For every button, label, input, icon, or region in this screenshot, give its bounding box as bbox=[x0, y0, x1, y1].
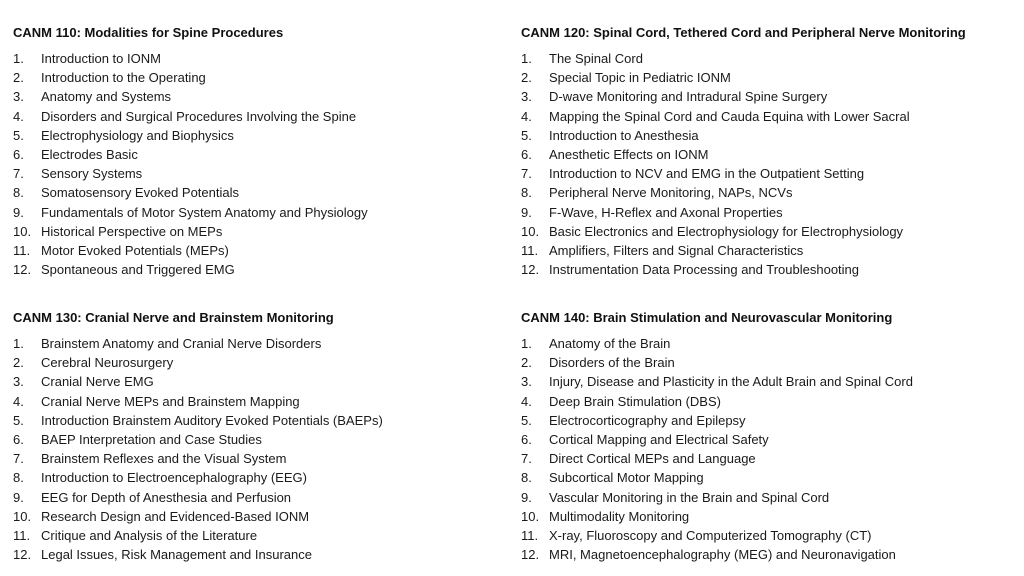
list-item bbox=[521, 411, 1021, 430]
item-number: 7. bbox=[521, 166, 532, 182]
item-number: 3. bbox=[13, 374, 24, 390]
section-title: CANM 140: Brain Stimulation and Neurovascular Monitoring bbox=[521, 310, 893, 325]
item-label: BAEP Interpretation and Case Studies bbox=[41, 432, 262, 448]
list-item bbox=[521, 107, 1021, 126]
item-number: 11. bbox=[521, 243, 539, 259]
item-number: 12. bbox=[521, 547, 540, 563]
item-label: Critique and Analysis of the Literature bbox=[41, 528, 258, 544]
item-label: Injury, Disease and Plasticity in the Adult Brain and Spinal Cord bbox=[549, 374, 913, 390]
list-item bbox=[13, 507, 513, 526]
item-number: 10. bbox=[13, 223, 32, 239]
item-label: Introduction to IONM bbox=[41, 51, 161, 66]
list-item bbox=[13, 449, 513, 468]
item-number: 4. bbox=[13, 108, 24, 124]
item-number: 1. bbox=[521, 51, 532, 66]
item-number: 12. bbox=[521, 262, 540, 278]
item-number: 2. bbox=[13, 355, 24, 371]
item-number: 9. bbox=[521, 489, 532, 505]
item-label: Peripheral Nerve Monitoring, NAPs, NCVs bbox=[549, 185, 793, 201]
list-item bbox=[13, 392, 513, 411]
item-number: 12. bbox=[13, 547, 32, 563]
list-item bbox=[521, 334, 1021, 353]
section-title: CANM 120: Spinal Cord, Tethered Cord and Peripheral Nerve Monitoring bbox=[521, 25, 966, 40]
module-list bbox=[521, 49, 1021, 279]
item-number: 4. bbox=[13, 393, 24, 409]
list-item bbox=[521, 164, 1021, 183]
item-number: 3. bbox=[521, 374, 532, 390]
item-label: Electrophysiology and Biophysics bbox=[41, 127, 234, 143]
list-item bbox=[521, 449, 1021, 468]
module-list bbox=[13, 334, 513, 564]
list-item bbox=[521, 468, 1021, 487]
list-item bbox=[13, 488, 513, 507]
item-label: Anatomy and Systems bbox=[41, 89, 172, 105]
item-label: Historical Perspective on MEPs bbox=[41, 223, 223, 239]
item-label: The Spinal Cord bbox=[549, 51, 643, 66]
section-title: CANM 110: Modalities for Spine Procedures bbox=[13, 25, 284, 40]
list-item bbox=[13, 49, 513, 68]
list-item bbox=[13, 145, 513, 164]
list-item bbox=[13, 353, 513, 372]
list-item bbox=[521, 392, 1021, 411]
item-label: EEG for Depth of Anesthesia and Perfusion bbox=[41, 489, 292, 505]
item-label: Direct Cortical MEPs and Language bbox=[549, 451, 756, 467]
item-label: Introduction to Electroencephalography (EEG) bbox=[41, 470, 307, 486]
item-number: 6. bbox=[13, 147, 24, 163]
list-item bbox=[521, 68, 1021, 87]
item-number: 10. bbox=[521, 223, 540, 239]
list-item bbox=[13, 372, 513, 391]
list-item bbox=[521, 145, 1021, 164]
list-item bbox=[521, 183, 1021, 202]
item-number: 5. bbox=[521, 412, 532, 428]
list-item bbox=[13, 126, 513, 145]
list-item bbox=[521, 353, 1021, 372]
item-number: 4. bbox=[521, 108, 532, 124]
list-item bbox=[13, 545, 513, 564]
item-number: 7. bbox=[13, 451, 24, 467]
list-item bbox=[521, 49, 1021, 68]
list-item bbox=[521, 87, 1021, 106]
item-label: F-Wave, H-Reflex and Axonal Properties bbox=[549, 204, 783, 220]
item-label: Legal Issues, Risk Management and Insurance bbox=[41, 547, 312, 563]
list-item bbox=[13, 468, 513, 487]
item-number: 1. bbox=[13, 336, 24, 351]
item-label: Somatosensory Evoked Potentials bbox=[41, 185, 239, 201]
item-label: Cranial Nerve EMG bbox=[41, 374, 154, 390]
list-item bbox=[521, 241, 1021, 260]
item-number: 10. bbox=[521, 508, 540, 524]
list-item bbox=[13, 183, 513, 202]
item-label: Subcortical Motor Mapping bbox=[549, 470, 704, 486]
item-number: 11. bbox=[13, 243, 31, 259]
section-title: CANM 130: Cranial Nerve and Brainstem Monitoring bbox=[13, 310, 334, 325]
item-number: 7. bbox=[521, 451, 532, 467]
item-label: Fundamentals of Motor System Anatomy and Physiology bbox=[41, 204, 368, 220]
item-label: Deep Brain Stimulation (DBS) bbox=[549, 393, 721, 409]
list-item bbox=[521, 222, 1021, 241]
list-item bbox=[13, 526, 513, 545]
item-number: 1. bbox=[521, 336, 532, 351]
item-label: Basic Electronics and Electrophysiology for Electrophysiology bbox=[549, 223, 904, 239]
list-item bbox=[13, 241, 513, 260]
item-number: 10. bbox=[13, 508, 32, 524]
list-item bbox=[13, 203, 513, 222]
item-label: X-ray, Fluoroscopy and Computerized Tomography (CT) bbox=[549, 528, 872, 544]
list-item bbox=[521, 260, 1021, 279]
item-label: Cerebral Neurosurgery bbox=[41, 355, 174, 371]
item-number: 9. bbox=[521, 204, 532, 220]
item-label: Mapping the Spinal Cord and Cauda Equina with Lower Sacral bbox=[549, 108, 910, 124]
item-number: 2. bbox=[521, 70, 532, 86]
list-item bbox=[521, 545, 1021, 564]
item-label: Spontaneous and Triggered EMG bbox=[41, 262, 235, 278]
item-number: 5. bbox=[13, 412, 24, 428]
item-label: Cranial Nerve MEPs and Brainstem Mapping bbox=[41, 393, 300, 409]
item-label: MRI, Magnetoencephalography (MEG) and Neuronavigation bbox=[549, 547, 896, 563]
item-number: 8. bbox=[13, 470, 24, 486]
item-label: Electrocorticography and Epilepsy bbox=[549, 412, 746, 428]
item-label: Instrumentation Data Processing and Troubleshooting bbox=[549, 262, 860, 278]
item-number: 2. bbox=[13, 70, 24, 86]
list-item bbox=[13, 222, 513, 241]
list-item bbox=[13, 164, 513, 183]
item-number: 3. bbox=[13, 89, 24, 105]
course-section-canm-120 bbox=[521, 25, 1021, 279]
item-label: Anesthetic Effects on IONM bbox=[549, 147, 709, 163]
list-item bbox=[13, 430, 513, 449]
item-label: Cortical Mapping and Electrical Safety bbox=[549, 432, 769, 448]
item-label: Disorders of the Brain bbox=[549, 355, 675, 371]
item-label: Motor Evoked Potentials (MEPs) bbox=[41, 243, 229, 259]
item-label: Introduction to the Operating bbox=[41, 70, 206, 86]
item-label: Research Design and Evidenced-Based IONM bbox=[41, 508, 310, 524]
list-item bbox=[13, 107, 513, 126]
item-number: 8. bbox=[521, 470, 532, 486]
item-number: 6. bbox=[521, 432, 532, 448]
item-number: 8. bbox=[13, 185, 24, 201]
item-label: Disorders and Surgical Procedures Involving the Spine bbox=[41, 108, 357, 124]
course-section-canm-110 bbox=[13, 25, 513, 279]
item-label: Special Topic in Pediatric IONM bbox=[549, 70, 731, 86]
item-label: Multimodality Monitoring bbox=[549, 508, 690, 524]
list-item bbox=[521, 126, 1021, 145]
item-number: 2. bbox=[521, 355, 532, 371]
item-label: Vascular Monitoring in the Brain and Spinal Cord bbox=[549, 489, 830, 505]
item-label: Electrodes Basic bbox=[41, 147, 138, 163]
list-item bbox=[13, 87, 513, 106]
item-number: 5. bbox=[13, 127, 24, 143]
item-label: Brainstem Reflexes and the Visual System bbox=[41, 451, 287, 467]
list-item bbox=[521, 488, 1021, 507]
list-item bbox=[521, 203, 1021, 222]
item-label: Anatomy of the Brain bbox=[549, 336, 671, 351]
list-item bbox=[13, 334, 513, 353]
item-label: Sensory Systems bbox=[41, 166, 143, 182]
list-item bbox=[521, 372, 1021, 391]
item-number: 4. bbox=[521, 393, 532, 409]
list-item bbox=[521, 526, 1021, 545]
item-label: D-wave Monitoring and Intradural Spine Surgery bbox=[549, 89, 828, 105]
list-item bbox=[13, 411, 513, 430]
list-item bbox=[13, 68, 513, 87]
list-item bbox=[13, 260, 513, 279]
list-item bbox=[521, 507, 1021, 526]
item-number: 5. bbox=[521, 127, 532, 143]
item-number: 7. bbox=[13, 166, 24, 182]
course-section-canm-130 bbox=[13, 310, 513, 564]
item-number: 11. bbox=[521, 528, 539, 544]
course-section-canm-140 bbox=[521, 310, 1021, 564]
item-number: 9. bbox=[13, 204, 24, 220]
item-number: 8. bbox=[521, 185, 532, 201]
list-item bbox=[521, 430, 1021, 449]
item-label: Introduction to Anesthesia bbox=[549, 127, 699, 143]
item-number: 3. bbox=[521, 89, 532, 105]
item-label: Introduction Brainstem Auditory Evoked Potentials (BAEPs) bbox=[41, 412, 383, 428]
item-number: 12. bbox=[13, 262, 32, 278]
item-number: 6. bbox=[521, 147, 532, 163]
item-label: Amplifiers, Filters and Signal Characteristics bbox=[549, 243, 804, 259]
item-number: 9. bbox=[13, 489, 24, 505]
item-number: 1. bbox=[13, 51, 24, 66]
item-label: Introduction to NCV and EMG in the Outpatient Setting bbox=[549, 166, 865, 182]
item-number: 6. bbox=[13, 432, 24, 448]
module-list bbox=[521, 334, 1021, 564]
module-list bbox=[13, 49, 513, 279]
item-number: 11. bbox=[13, 528, 31, 544]
item-label: Brainstem Anatomy and Cranial Nerve Disorders bbox=[41, 336, 322, 351]
